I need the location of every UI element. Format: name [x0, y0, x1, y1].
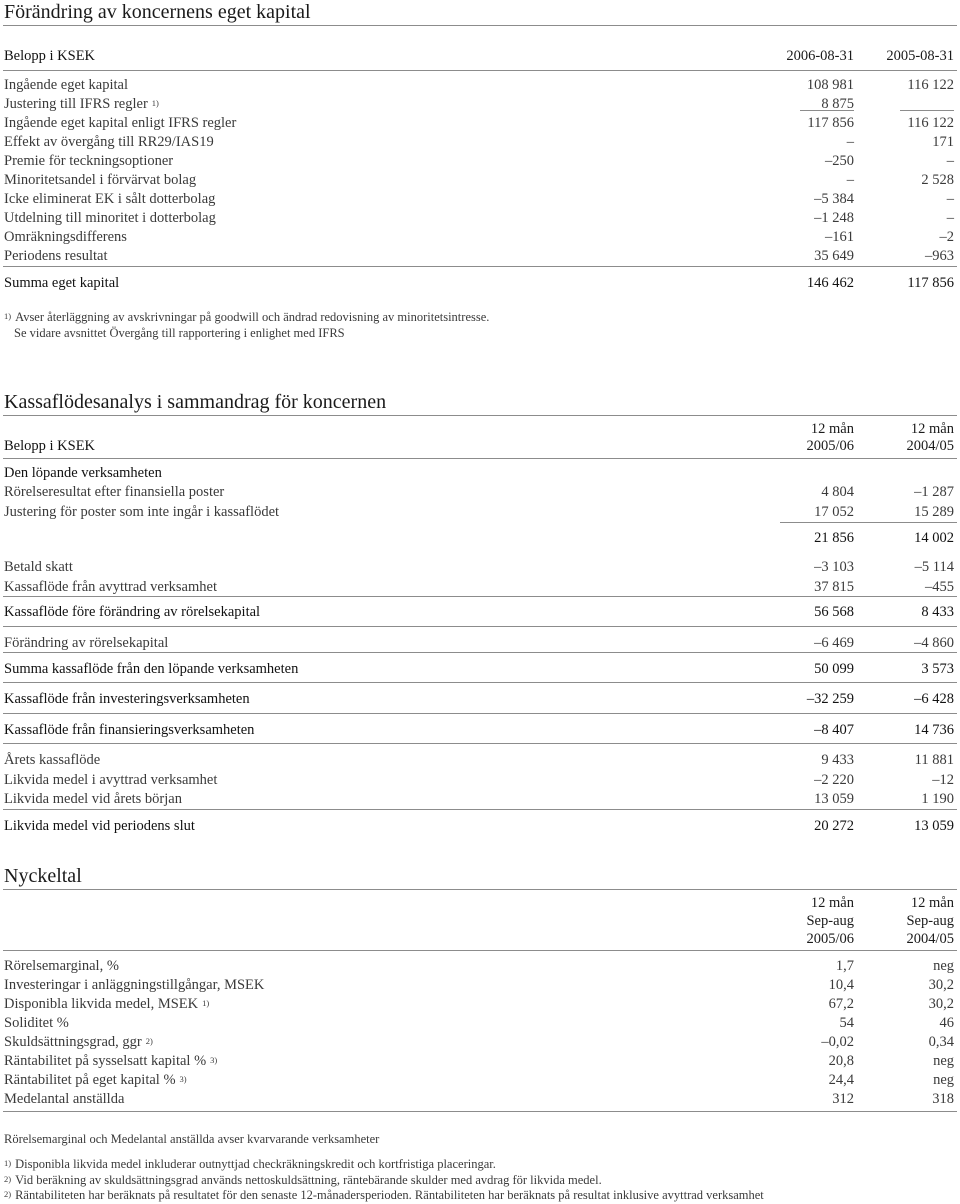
cashflow-row-label: Kassaflöde från investeringsverksamheten: [4, 691, 250, 707]
cashflow-row-rule: [3, 626, 957, 627]
equity-header-col2: 2005-08-31: [886, 48, 954, 64]
cashflow-row: [4, 578, 954, 596]
equity-total-rule: [3, 266, 957, 267]
equity-row-label-text: Icke eliminerat EK i sålt dotterbolag: [4, 191, 216, 207]
equity-footnote-mark: 1): [4, 311, 12, 321]
ratio-row-v1: 10,4: [828, 977, 854, 993]
equity-footnote-text2: Se vidare avsnittet Övergång till rapportering i enlighet med IFRS: [14, 326, 345, 340]
ratios-title-rule: [3, 889, 957, 890]
equity-footnote-text1: Avser återläggning av avskrivningar på goodwill och ändrad redovisning av minoritetsintresse.: [15, 310, 490, 324]
ratio-row-label: [4, 1090, 124, 1108]
cashflow-row-v2: 3 573: [921, 661, 954, 677]
ratio-footnote-body: [4, 1186, 764, 1204]
cashflow-header-col1-top: 12 mån: [810, 421, 854, 437]
equity-row-footnote-mark: 1): [151, 98, 159, 108]
equity-row-label: [4, 247, 108, 265]
equity-row-label: [4, 95, 159, 113]
equity-row-label: [4, 190, 215, 208]
ratio-row: [4, 976, 954, 994]
cashflow-header-row: [4, 437, 954, 455]
cashflow-row-v1: 50 099: [814, 661, 854, 677]
cashflow-row-rule: [3, 682, 957, 683]
cashflow-row-v1: 4 804: [821, 484, 854, 500]
ratio-footnote-mark: 2): [4, 1189, 12, 1199]
ratio-row-v1: 1,7: [835, 958, 854, 974]
equity-row-label: [4, 209, 216, 227]
cashflow-row-rule: [3, 713, 957, 714]
equity-row: [4, 190, 954, 208]
cashflow-row: [4, 751, 954, 769]
cashflow-row-label: Rörelseresultat efter finansiella poster: [4, 484, 225, 500]
ratio-row: [4, 1033, 954, 1051]
equity-total-row: [4, 274, 954, 292]
equity-row-v2: 116 122: [907, 77, 954, 93]
cashflow-row-v2: –455: [925, 579, 954, 595]
ratios-header-col2-a: 12 mån: [910, 895, 954, 911]
ratio-row-v2: 30,2: [928, 996, 954, 1012]
equity-row-label-text: Justering till IFRS regler: [4, 96, 148, 112]
ratio-row: [4, 1052, 954, 1070]
cashflow-row-v1: –2 220: [814, 772, 854, 788]
ratios-bottom-rule: [3, 1111, 957, 1112]
ratios-header-col2-b: Sep-aug: [906, 913, 954, 929]
ratio-row-v2: neg: [933, 1072, 954, 1088]
ratio-row-footnote-mark: 1): [202, 998, 210, 1008]
cashflow-row-v2: 11 881: [914, 752, 954, 768]
ratio-row-footnote-mark: 3): [210, 1055, 218, 1065]
ratio-row-label-text: Disponibla likvida medel, MSEK: [4, 996, 199, 1012]
equity-row-v2: 116 122: [907, 115, 954, 131]
equity-row-label-text: Minoritetsandel i förvärvat bolag: [4, 172, 197, 188]
equity-subtotal-underline-1: [800, 110, 854, 111]
cashflow-row-label: Summa kassaflöde från den löpande verksamheten: [4, 661, 299, 677]
equity-row-v2: 171: [932, 134, 954, 150]
cashflow-row-label: Likvida medel vid periodens slut: [4, 818, 195, 834]
cashflow-row: [4, 660, 954, 678]
cashflow-row-v2: –6 428: [914, 691, 954, 707]
ratios-header-row-c: [4, 930, 954, 948]
ratio-row: [4, 957, 954, 975]
cashflow-row-v2: –4 860: [914, 635, 954, 651]
cashflow-subtotal-rule: [780, 522, 957, 523]
ratio-row-v2: 30,2: [928, 977, 954, 993]
ratios-header-col1-c: 2005/06: [806, 931, 854, 947]
equity-header-row: [4, 47, 954, 65]
equity-row-label-text: Periodens resultat: [4, 248, 108, 264]
equity-row: [4, 209, 954, 227]
cashflow-row-label: Justering för poster som inte ingår i kassaflödet: [4, 504, 280, 520]
cashflow-row-rule: [3, 809, 957, 810]
equity-row-label: [4, 114, 236, 132]
ratios-note-text: Rörelsemarginal och Medelantal anställda avser kvarvarande verksamheter: [4, 1132, 380, 1146]
ratio-row: [4, 1090, 954, 1108]
ratio-row-label: [4, 1071, 187, 1089]
ratio-row: [4, 1071, 954, 1089]
ratio-row-label-text: Skuldsättningsgrad, ggr: [4, 1034, 142, 1050]
cashflow-row-v1: –32 259: [806, 691, 854, 707]
cashflow-row: [4, 529, 954, 547]
cashflow-row-label: Kassaflöde från avyttrad verksamhet: [4, 579, 217, 595]
cashflow-row-v1: –8 407: [814, 722, 854, 738]
cashflow-row-v1: 13 059: [814, 791, 854, 807]
cashflow-row-v2: –12: [932, 772, 954, 788]
cashflow-section-title: Kassaflödesanalys i sammandrag för koncernen: [4, 391, 387, 413]
ratio-footnote-text: Vid beräkning av skuldsättningsgrad används nettoskuldsättning, räntebärande skulder med avdrag för likvida medel.: [15, 1173, 602, 1187]
ratio-row-footnote-mark: 3): [179, 1074, 187, 1084]
equity-row-label: [4, 228, 127, 246]
ratio-row-label-text: Investeringar i anläggningstillgångar, MSEK: [4, 977, 265, 993]
ratio-row-label-text: Räntabilitet på eget kapital %: [4, 1072, 176, 1088]
cashflow-row: [4, 558, 954, 576]
equity-header-rule: [3, 70, 957, 71]
equity-row-label: [4, 76, 128, 94]
cashflow-row: [4, 771, 954, 789]
ratio-row: [4, 1014, 954, 1032]
equity-row: [4, 114, 954, 132]
ratio-footnote-mark: 1): [4, 1158, 12, 1168]
ratios-section-title: Nyckeltal: [4, 865, 82, 887]
ratio-footnote-mark: 2): [4, 1174, 12, 1184]
equity-row-label: [4, 171, 196, 189]
equity-row: [4, 171, 954, 189]
equity-total-v2: 117 856: [907, 275, 954, 291]
ratio-row-label-text: Soliditet %: [4, 1015, 69, 1031]
cashflow-row-v2: –1 287: [914, 484, 954, 500]
equity-row-v2: –: [946, 210, 954, 226]
equity-row: [4, 247, 954, 265]
ratio-row-label-text: Rörelsemarginal, %: [4, 958, 119, 974]
cashflow-row: [4, 503, 954, 521]
equity-row-label-text: Ingående eget kapital: [4, 77, 128, 93]
cashflow-row-label: Betald skatt: [4, 559, 73, 575]
cashflow-row: [4, 634, 954, 652]
equity-header-col1: 2006-08-31: [786, 48, 854, 64]
equity-row-v1: 108 981: [806, 77, 854, 93]
cashflow-row-v2: 15 289: [914, 504, 954, 520]
equity-row-v2: 2 528: [921, 172, 954, 188]
cashflow-row-v1: 20 272: [814, 818, 854, 834]
equity-row: [4, 76, 954, 94]
cashflow-row-label: Den löpande verksamheten: [4, 465, 162, 481]
equity-row-label-text: Premie för teckningsoptioner: [4, 153, 174, 169]
cashflow-row-label: Förändring av rörelsekapital: [4, 635, 169, 651]
equity-subtotal-underline-2: [900, 110, 954, 111]
cashflow-row-v2: –5 114: [914, 559, 954, 575]
ratios-header-row-b: [4, 912, 954, 930]
cashflow-row-label: Likvida medel vid årets början: [4, 791, 182, 807]
cashflow-row-v1: 37 815: [814, 579, 854, 595]
equity-total-v1: 146 462: [806, 275, 854, 291]
ratio-row-v2: neg: [933, 1053, 954, 1069]
equity-row-v1: 35 649: [814, 248, 854, 264]
ratio-row-v2: 0,34: [928, 1034, 954, 1050]
ratios-header-rule: [3, 950, 957, 951]
equity-title-rule: [3, 25, 957, 26]
cashflow-row: [4, 690, 954, 708]
cashflow-row: [4, 721, 954, 739]
equity-row-v1: 8 875: [821, 96, 854, 112]
cashflow-header-rule: [3, 458, 957, 459]
ratio-row-label-text: Räntabilitet på sysselsatt kapital %: [4, 1053, 207, 1069]
equity-row-v1: 117 856: [807, 115, 854, 131]
ratio-row-label: [4, 1033, 153, 1051]
equity-row-label-text: Effekt av övergång till RR29/IAS19: [4, 134, 214, 150]
ratio-footnote-text: Räntabiliteten har beräknats på resultatet för den senaste 12-månadersperioden. Räntabiliteten har beräknats på resultat inklusive avyttrad verksamhet: [15, 1188, 764, 1202]
equity-row-v2: –963: [925, 248, 954, 264]
cashflow-row: [4, 483, 954, 501]
cashflow-row-label: Likvida medel i avyttrad verksamhet: [4, 772, 218, 788]
ratio-row-v1: –0,02: [821, 1034, 854, 1050]
ratio-footnote-text: Disponibla likvida medel inkluderar outnyttjad checkräkningskredit och kortfristiga placeringar.: [15, 1157, 496, 1171]
ratios-note: [4, 1130, 954, 1148]
ratio-row-label: [4, 957, 119, 975]
cashflow-header-col1-bottom: 2005/06: [806, 438, 854, 454]
cashflow-row-v2: 14 736: [914, 722, 954, 738]
cashflow-row-rule: [3, 596, 957, 597]
equity-row-label-text: Ingående eget kapital enligt IFRS regler: [4, 115, 237, 131]
ratio-row-v2: 46: [939, 1015, 954, 1031]
equity-row-v1: –1 248: [814, 210, 854, 226]
ratios-header-col2-c: 2004/05: [906, 931, 954, 947]
cashflow-row: [4, 464, 954, 482]
equity-row-v1: –: [846, 134, 854, 150]
ratios-header-col1-a: 12 mån: [810, 895, 854, 911]
ratio-row-v1: 54: [839, 1015, 854, 1031]
cashflow-row-v1: 56 568: [814, 604, 854, 620]
equity-row-label: [4, 152, 173, 170]
cashflow-header-col2-bottom: 2004/05: [906, 438, 954, 454]
ratio-row-v1: 67,2: [828, 996, 854, 1012]
equity-row: [4, 228, 954, 246]
equity-row-v2: –2: [939, 229, 954, 245]
ratio-row-v2: neg: [933, 958, 954, 974]
equity-row-v1: –5 384: [814, 191, 854, 207]
ratio-row-label-text: Medelantal anställda: [4, 1091, 125, 1107]
cashflow-row-v1: 21 856: [814, 530, 854, 546]
cashflow-row: [4, 603, 954, 621]
cashflow-row-v1: 17 052: [814, 504, 854, 520]
ratio-row-v1: 312: [832, 1091, 854, 1107]
equity-row-v2: –: [946, 191, 954, 207]
cashflow-title-rule: [3, 415, 957, 416]
cashflow-row: [4, 790, 954, 808]
cashflow-row-v2: 1 190: [921, 791, 954, 807]
ratio-row: [4, 995, 954, 1013]
equity-row-v1: –250: [825, 153, 854, 169]
equity-total-label: Summa eget kapital: [4, 275, 120, 291]
equity-footnote-line2: [14, 324, 960, 342]
cashflow-row-label: Årets kassaflöde: [4, 752, 101, 768]
cashflow-row-v1: –3 103: [814, 559, 854, 575]
cashflow-header-top-row: [4, 420, 954, 438]
ratios-header-col1-b: Sep-aug: [806, 913, 854, 929]
ratio-row-v2: 318: [932, 1091, 954, 1107]
cashflow-row-v2: 13 059: [914, 818, 954, 834]
ratio-row-v1: 20,8: [828, 1053, 854, 1069]
ratio-row-footnote-mark: 2): [145, 1036, 153, 1046]
equity-row: [4, 152, 954, 170]
equity-row: [4, 133, 954, 151]
ratio-row-label: [4, 995, 209, 1013]
equity-row-v1: –: [846, 172, 854, 188]
cashflow-row-rule: [3, 743, 957, 744]
ratio-row-label: [4, 1052, 217, 1070]
ratio-footnote: [4, 1186, 954, 1204]
equity-row-v1: –161: [825, 229, 854, 245]
equity-row-label: [4, 133, 214, 151]
cashflow-row-v1: –6 469: [814, 635, 854, 651]
equity-row-label-text: Utdelning till minoritet i dotterbolag: [4, 210, 216, 226]
cashflow-row-rule: [3, 652, 957, 653]
cashflow-row-label: Kassaflöde från finansieringsverksamheten: [4, 722, 255, 738]
cashflow-row-v1: 9 433: [821, 752, 854, 768]
equity-header-label: Belopp i KSEK: [4, 48, 96, 64]
equity-section-title: Förändring av koncernens eget kapital: [4, 1, 311, 23]
cashflow-row-label: Kassaflöde före förändring av rörelsekapital: [4, 604, 261, 620]
cashflow-row: [4, 817, 954, 835]
cashflow-header-col2-top: 12 mån: [910, 421, 954, 437]
cashflow-header-label: Belopp i KSEK: [4, 438, 96, 454]
cashflow-row-v2: 8 433: [921, 604, 954, 620]
cashflow-row-v2: 14 002: [914, 530, 954, 546]
ratios-header-row-a: [4, 894, 954, 912]
ratio-row-label: [4, 976, 264, 994]
ratio-row-v1: 24,4: [828, 1072, 854, 1088]
equity-row-label-text: Omräkningsdifferens: [4, 229, 127, 245]
equity-row-v2: –: [946, 153, 954, 169]
ratio-row-label: [4, 1014, 69, 1032]
